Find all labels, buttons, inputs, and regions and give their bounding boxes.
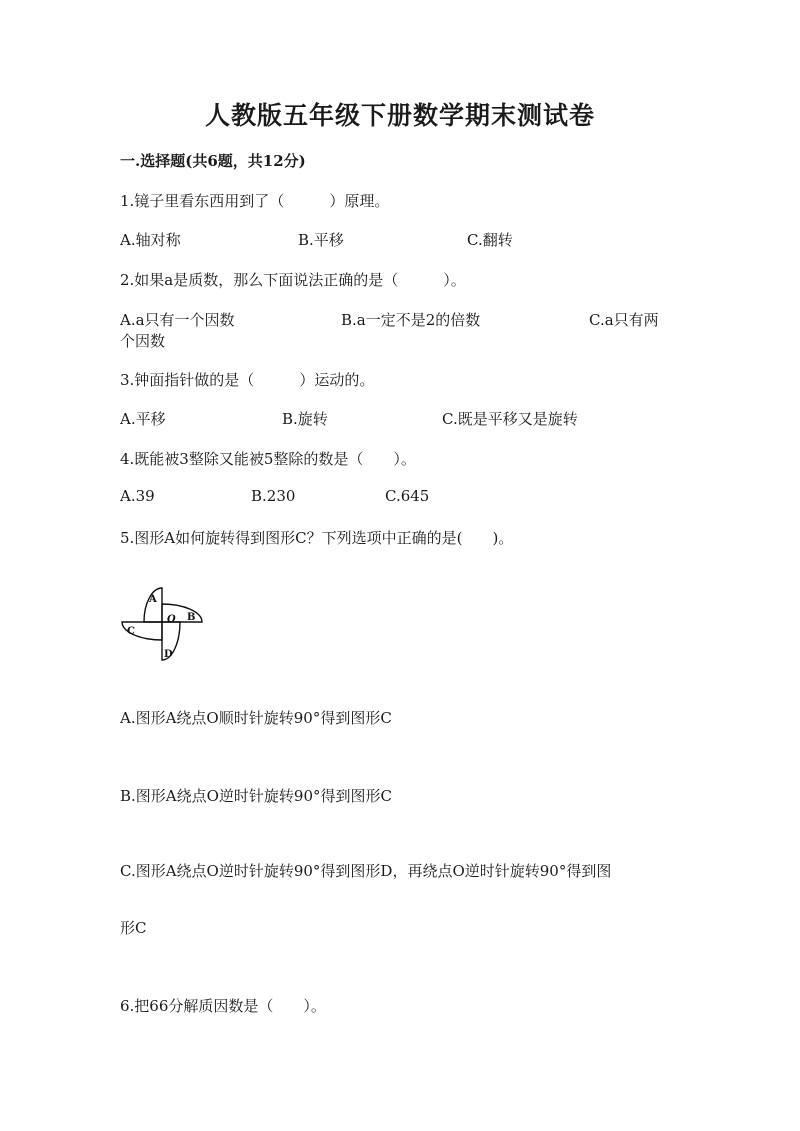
- question-4-option-a[interactable]: A.39: [120, 487, 155, 505]
- question-1-stem: 1.镜子里看东西用到了（ ）原理。: [120, 192, 390, 210]
- question-2-option-c-continued: 个因数: [120, 332, 166, 350]
- question-2-option-c[interactable]: C.a只有两: [589, 311, 659, 329]
- question-5-option-c-continued: 形C: [120, 919, 147, 937]
- question-3-option-c[interactable]: C.既是平移又是旋转: [442, 410, 578, 428]
- label-d: D: [164, 649, 173, 660]
- section-heading: 一.选择题(共6题，共12分): [120, 152, 306, 170]
- page-title: 人教版五年级下册数学期末测试卷: [204, 101, 595, 130]
- question-2-option-b[interactable]: B.a一定不是2的倍数: [341, 311, 481, 329]
- question-5-option-c[interactable]: C.图形A绕点O逆时针旋转90°得到图形D，再绕点O逆时针旋转90°得到图: [120, 862, 612, 880]
- label-b: B: [187, 612, 196, 623]
- question-4-option-b[interactable]: B.230: [251, 487, 296, 505]
- question-2-stem: 2.如果a是质数，那么下面说法正确的是（ ）。: [120, 271, 466, 289]
- question-4-option-c[interactable]: C.645: [385, 487, 430, 505]
- question-5-option-a[interactable]: A.图形A绕点O顺时针旋转90°得到图形C: [120, 709, 392, 727]
- rotation-figure: [118, 582, 208, 668]
- label-a: A: [149, 594, 157, 605]
- question-3-stem: 3.钟面指针做的是（ ）运动的。: [120, 371, 375, 389]
- question-3-option-b[interactable]: B.旋转: [282, 410, 328, 428]
- question-5-option-b[interactable]: B.图形A绕点O逆时针旋转90°得到图形C: [120, 787, 392, 805]
- question-1-option-b[interactable]: B.平移: [298, 231, 344, 249]
- question-3-option-a[interactable]: A.平移: [120, 410, 166, 428]
- question-1-option-c[interactable]: C.翻转: [467, 231, 513, 249]
- question-4-stem: 4.既能被3整除又能被5整除的数是（ ）。: [120, 450, 416, 468]
- question-5-stem: 5.图形A如何旋转得到图形C？下列选项中正确的是( )。: [120, 529, 514, 547]
- question-6-stem: 6.把66分解质因数是（ ）。: [120, 997, 326, 1015]
- question-1-option-a[interactable]: A.轴对称: [120, 231, 181, 249]
- label-c: C: [127, 626, 135, 637]
- question-2-option-a[interactable]: A.a只有一个因数: [120, 311, 235, 329]
- label-o: O: [167, 614, 176, 625]
